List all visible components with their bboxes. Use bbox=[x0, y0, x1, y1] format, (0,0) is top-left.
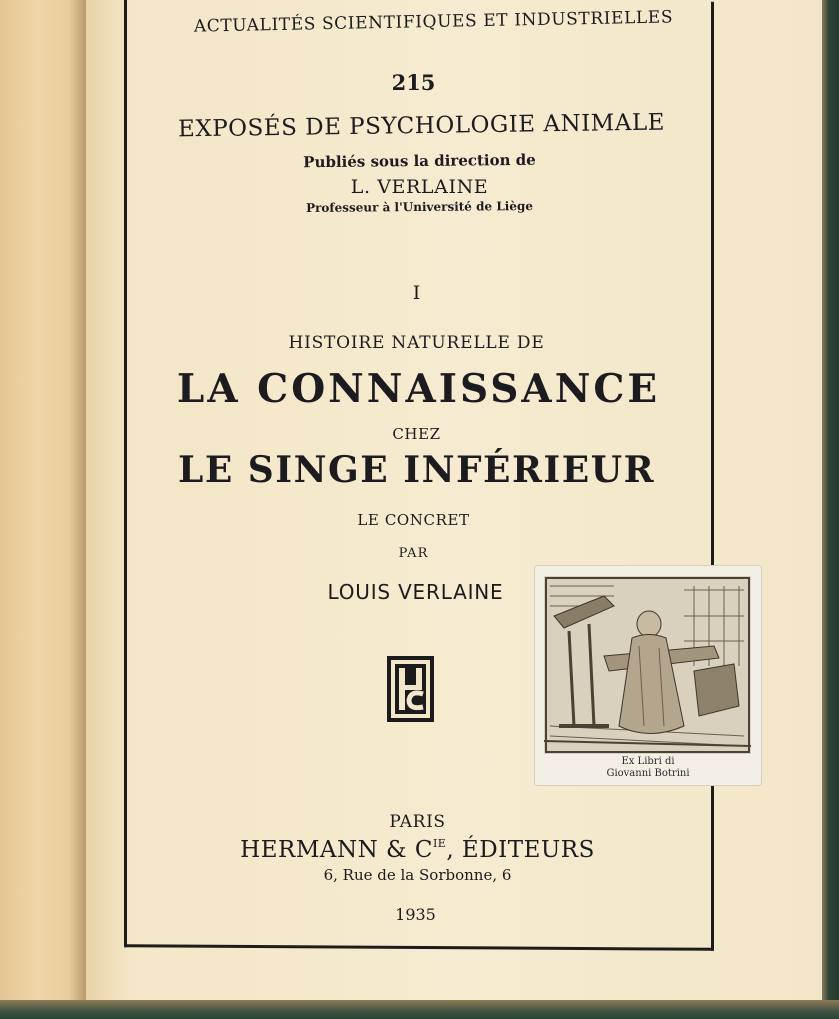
book-author: LOUIS VERLAINE bbox=[327, 580, 504, 604]
hermann-hc-monogram-icon bbox=[385, 654, 436, 724]
collection-title: EXPOSÉS DE PSYCHOLOGIE ANIMALE bbox=[177, 109, 666, 143]
publisher-superscript: IE bbox=[432, 837, 447, 850]
director-affiliation: Professeur à l'Université de Liège bbox=[305, 199, 534, 215]
publisher-address: 6, Rue de la Sorbonne, 6 bbox=[323, 866, 512, 884]
book-title-line2: LE SINGE INFÉRIEUR bbox=[178, 449, 655, 491]
book-subtitle: LE CONCRET bbox=[357, 511, 470, 529]
book-cover-bottom bbox=[0, 1000, 839, 1019]
published-under-line: Publiés sous la direction de bbox=[303, 150, 536, 172]
by-line: PAR bbox=[398, 546, 429, 561]
publisher-name: HERMANN & C bbox=[240, 837, 433, 863]
book-pretitle: HISTOIRE NATURELLE DE bbox=[288, 333, 545, 353]
publication-year: 1935 bbox=[395, 905, 436, 924]
book-title-line1: LA CONNAISSANCE bbox=[176, 366, 661, 412]
publisher-city: PARIS bbox=[389, 812, 446, 832]
publisher-suffix: , ÉDITEURS bbox=[446, 837, 595, 863]
bookplate-line1: Ex Libri di bbox=[621, 756, 675, 767]
series-number: 215 bbox=[391, 70, 436, 95]
scholar-engraving-illustration bbox=[544, 576, 751, 754]
series-title: ACTUALITÉS SCIENTIFIQUES ET INDUSTRIELLES bbox=[193, 7, 674, 37]
ex-libris-bookplate bbox=[535, 566, 761, 785]
publisher-line bbox=[0, 837, 837, 863]
collection-director: L. VERLAINE bbox=[350, 176, 489, 198]
book-title-connector: CHEZ bbox=[392, 425, 441, 443]
volume-number: I bbox=[412, 282, 421, 304]
bookplate-owner: Giovanni Botrini bbox=[606, 768, 690, 779]
